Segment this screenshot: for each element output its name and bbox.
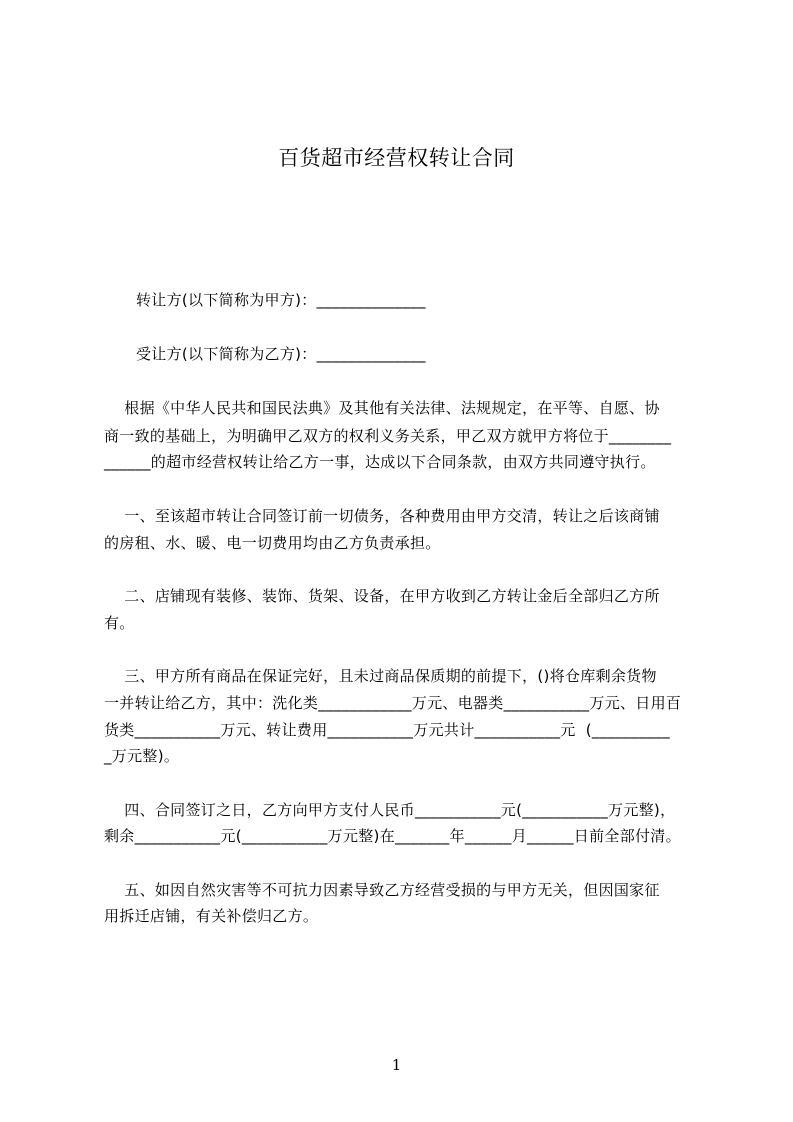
page-number: 1 [391, 1056, 402, 1074]
transferee-line: 受让方(以下简称为乙方)：______________ [136, 345, 426, 363]
clause-3-line: 货类___________万元、转让费用___________万元共计___________元 (__________ [104, 721, 670, 739]
clause-2-line: 二、店铺现有装修、装饰、货架、设备，在甲方收到乙方转让金后全部归乙方所 [104, 587, 660, 605]
clause-2-line: 有。 [104, 614, 135, 632]
clause-4-line: 四、合同签订之日，乙方向甲方支付人民币___________元(___________万元整)， [104, 801, 676, 819]
transferor-line: 转让方(以下简称为甲方)：______________ [136, 291, 426, 309]
clause-1-line: 的房租、水、暖、电一切费用均由乙方负责承担。 [104, 534, 441, 552]
clause-1-line: 一、至该超市转让合同签订前一切债务，各种费用由甲方交清，转让之后该商铺 [104, 507, 660, 525]
clause-4-line: 剩余___________元(___________万元整)在_______年______月______日前全部付清。 [104, 827, 681, 845]
preamble-line: ______的超市经营权转让给乙方一事，达成以下合同条款，由双方共同遵守执行。 [104, 453, 656, 471]
preamble-line: 商一致的基础上，为明确甲乙双方的权利义务关系，甲乙双方就甲方将位于________ [104, 427, 672, 445]
clause-3-line: _万元整)。 [104, 747, 180, 765]
preamble-line: 根据《中华人民共和国民法典》及其他有关法律、法规规定，在平等、自愿、协 [104, 399, 660, 417]
clause-5-line: 用拆迁店铺，有关补偿归乙方。 [104, 907, 319, 925]
document-title: 百货超市经营权转让合同 [278, 146, 515, 170]
clause-3-line: 一并转让给乙方，其中：洗化类____________万元、电器类___________万元、日用百 [104, 694, 682, 712]
clause-5-line: 五、如因自然灾害等不可抗力因素导致乙方经营受损的与甲方无关，但因国家征 [104, 881, 660, 899]
clause-3-line: 三、甲方所有商品在保证完好，且未过商品保质期的前提下，()将仓库剩余货物 [104, 667, 657, 685]
